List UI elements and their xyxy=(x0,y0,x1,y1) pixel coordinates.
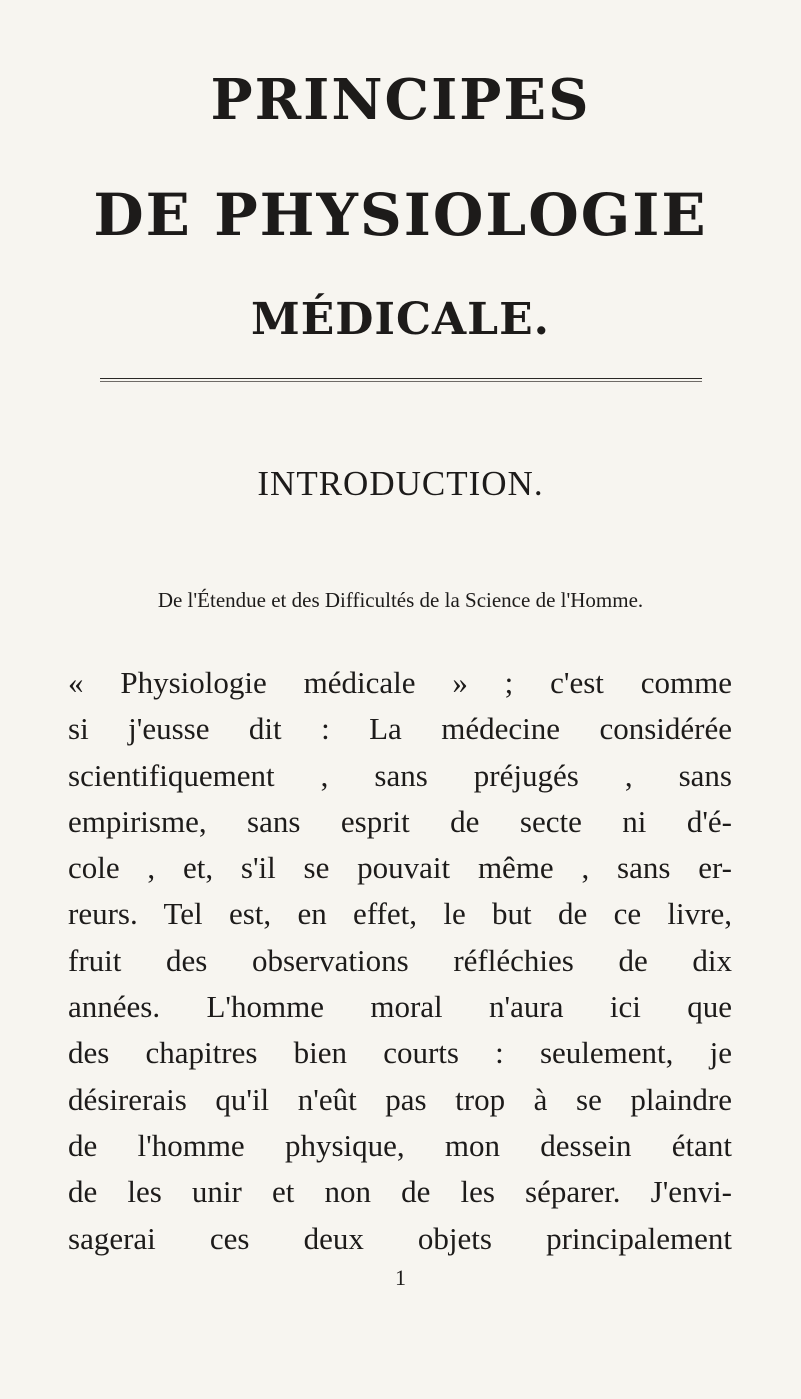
body-line: reurs. Tel est, en effet, le but de ce livre, xyxy=(68,896,732,932)
body-line: scientifiquement , sans préjugés , sans xyxy=(68,757,732,793)
body-line: années. L'homme moral n'aura ici que xyxy=(68,989,732,1025)
signature-mark: 1 xyxy=(395,1265,406,1290)
title-divider xyxy=(100,378,702,382)
body-line: sagerai ces deux objets principalement xyxy=(68,1220,732,1256)
body-line: « Physiologie médicale » ; c'est comme xyxy=(68,665,732,700)
body-line: fruit des observations réfléchies de dix xyxy=(68,942,732,978)
body-line: des chapitres bien courts : seulement, je xyxy=(68,1035,732,1071)
title-line-2: DE PHYSIOLOGIE xyxy=(93,181,708,249)
section-subheading: De l'Étendue et des Difficultés de la Science de l'Homme. xyxy=(157,588,644,612)
body-line: de l'homme physique, mon dessein étant xyxy=(68,1127,732,1163)
section-heading: INTRODUCTION. xyxy=(257,464,544,503)
body-paragraph xyxy=(68,660,732,1262)
body-line: de les unir et non de les séparer. J'envi- xyxy=(68,1174,732,1210)
title-line-1: PRINCIPES xyxy=(210,67,591,133)
body-line: cole , et, s'il se pouvait même , sans er- xyxy=(68,850,732,886)
title-line-3: MÉDICALE. xyxy=(251,294,550,345)
body-line: empirisme, sans esprit de secte ni d'é- xyxy=(68,803,732,839)
body-line: désirerais qu'il n'eût pas trop à se plaindre xyxy=(68,1081,732,1117)
body-line: si j'eusse dit : La médecine considérée xyxy=(68,711,732,747)
